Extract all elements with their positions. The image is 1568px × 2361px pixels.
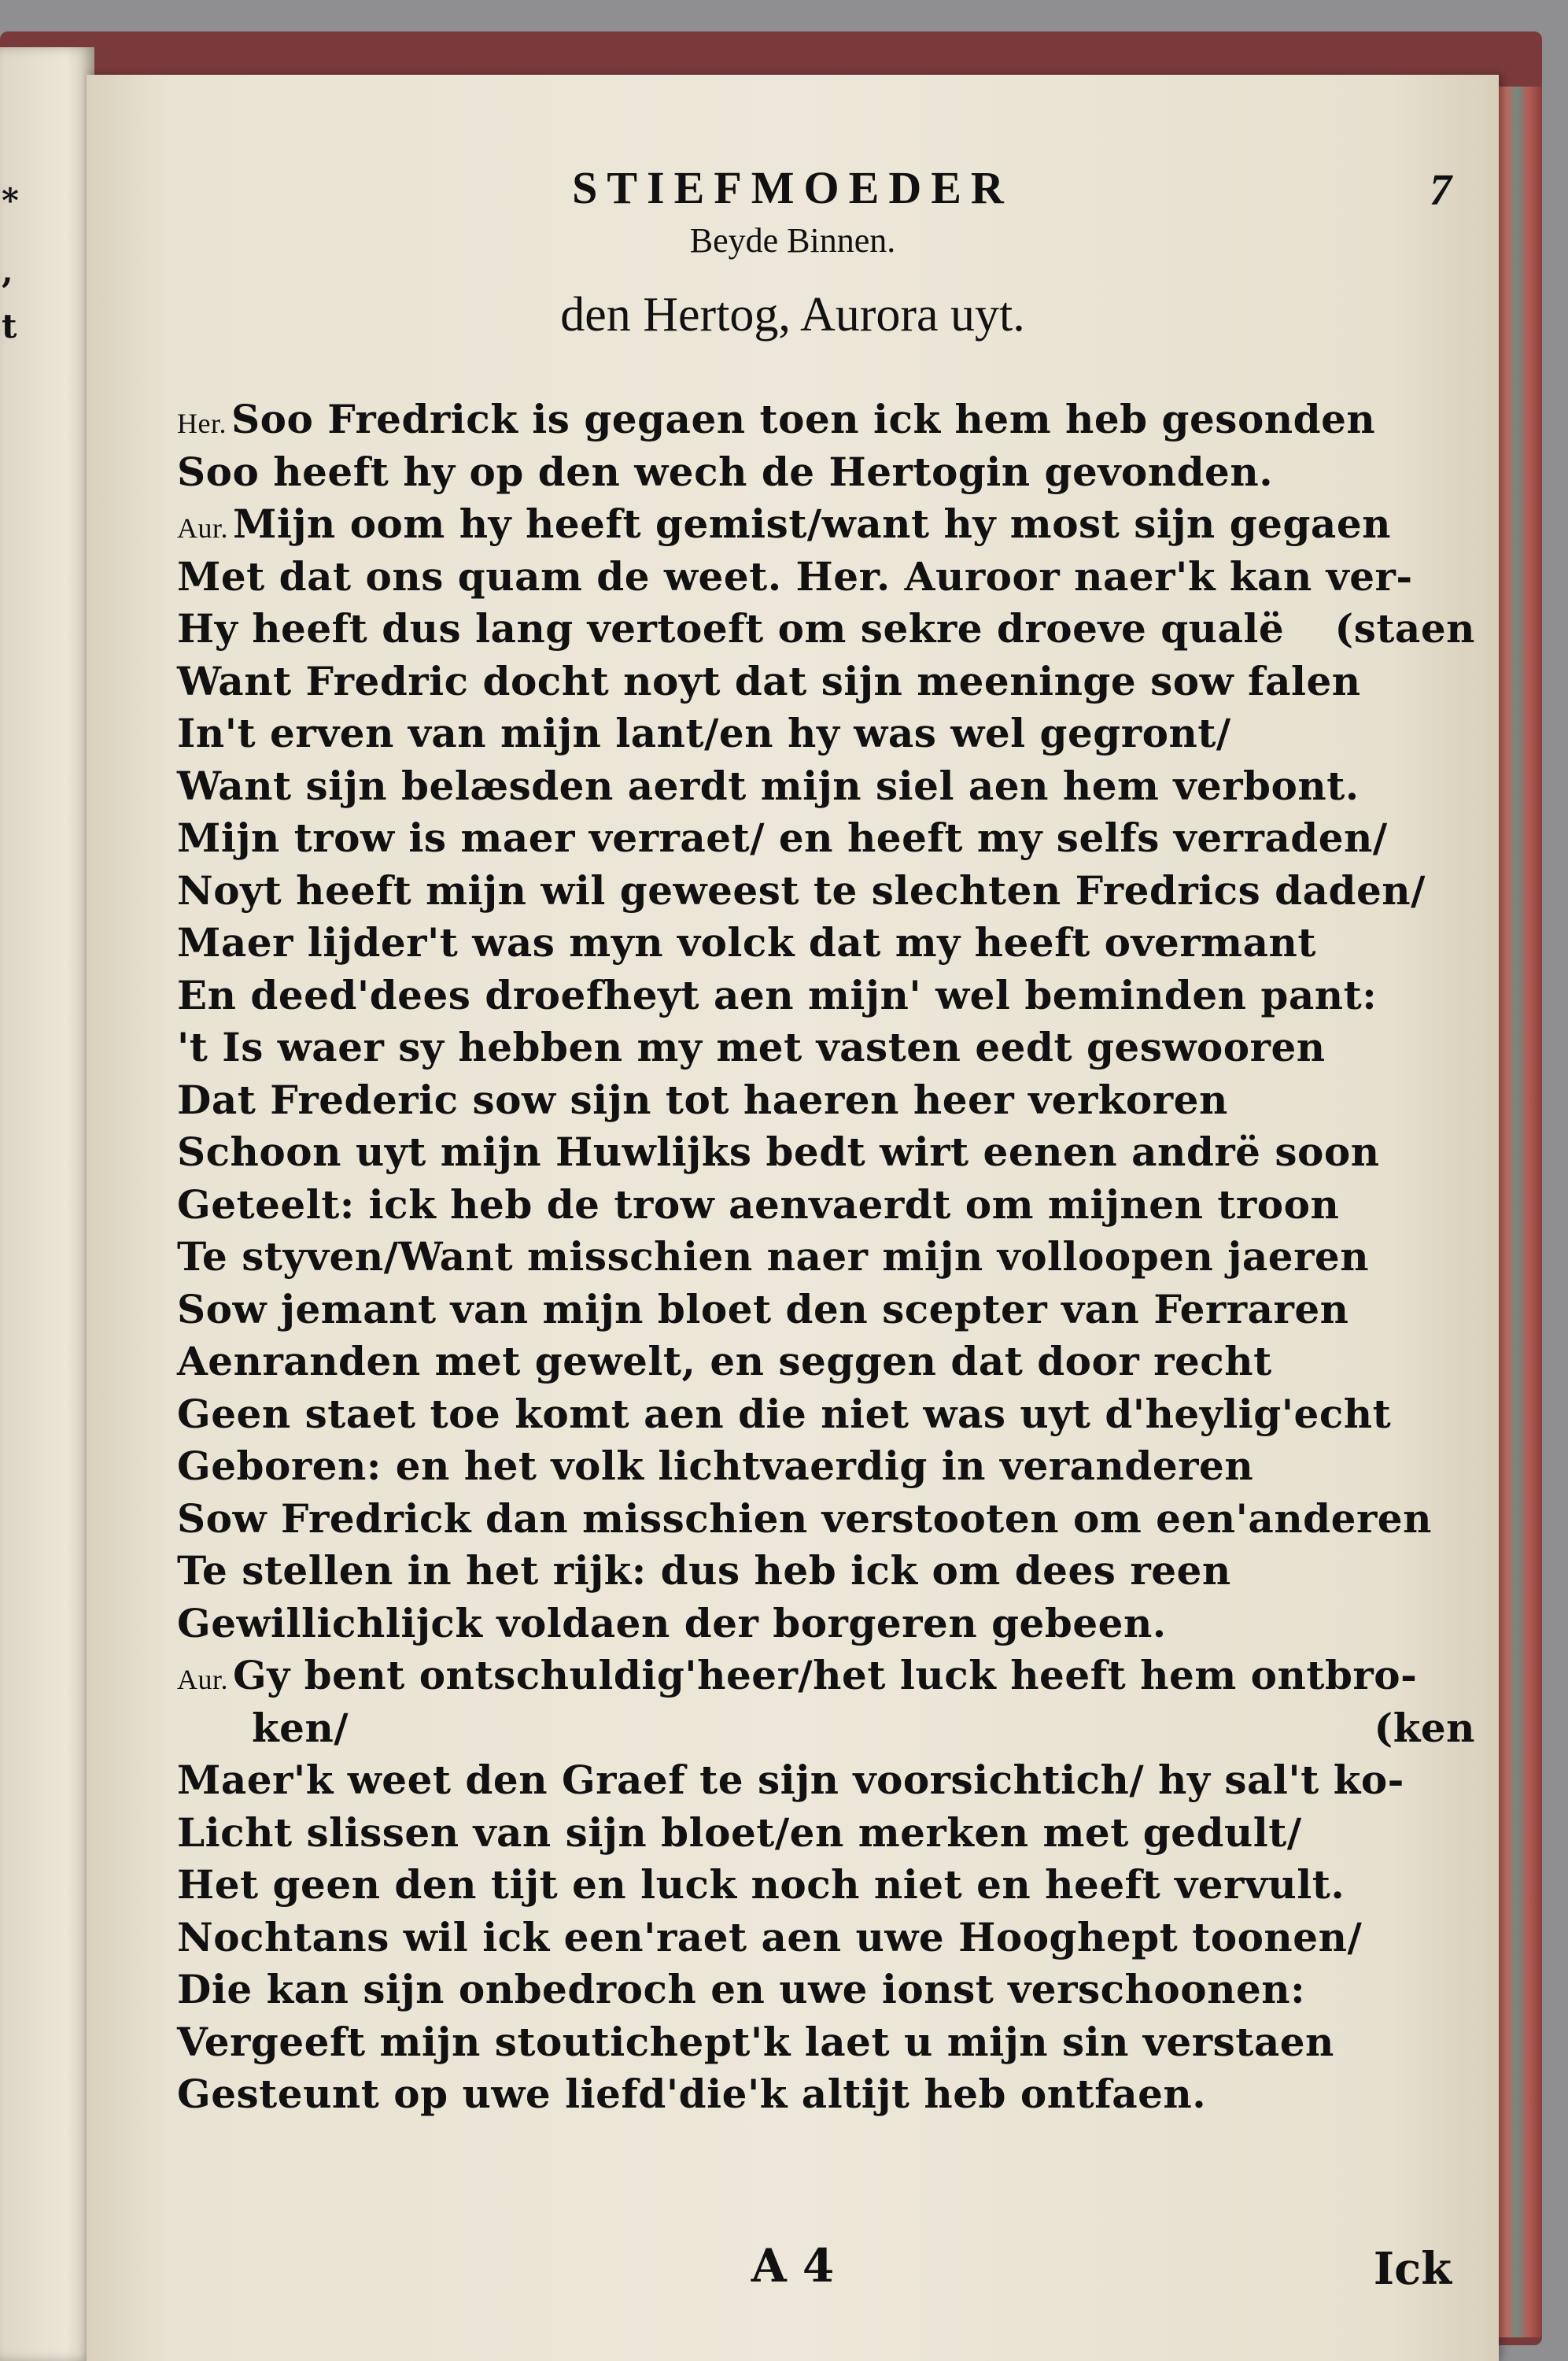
verse-line-text: Gesteunt op uwe liefd'die'k altijt heb ontfaen.	[177, 2071, 1207, 2117]
verse-line	[177, 656, 1483, 708]
verse-line	[177, 1598, 1483, 1650]
verse-line	[177, 1702, 1483, 1755]
verse-line-overflow: (ken	[1374, 1704, 1475, 1751]
verse-line-text: Want sijn belæsden aerdt mijn siel aen hem verbont.	[177, 762, 1360, 809]
left-page-fragment: ,	[2, 252, 13, 290]
verse-line-text: Mijn oom hy heeft gemist/want hy most sijn gegaen	[233, 501, 1391, 547]
verse-line-text: In't erven van mijn lant/en hy was wel gegront/	[177, 710, 1231, 756]
verse-line-text: Soo heeft hy op den wech de Hertogin gevonden.	[177, 448, 1274, 495]
verse-line	[177, 498, 1483, 551]
running-head: STIEFMOEDER	[572, 162, 1013, 213]
verse-line	[177, 1284, 1483, 1336]
verse-line	[177, 1336, 1483, 1388]
verse-line-text: ken/	[252, 1704, 349, 1751]
verse-line-text: Aenranden met gewelt, en seggen dat door recht	[177, 1338, 1272, 1384]
verse-line	[177, 1388, 1483, 1441]
verse-line	[177, 1126, 1483, 1179]
verse-line-text: Hy heeft dus lang vertoeft om sekre droeve qualë	[177, 605, 1285, 652]
signature-mark: A 4	[751, 2239, 835, 2293]
verse-line-text: Licht slissen van sijn bloet/en merken met gedult/	[177, 1809, 1302, 1856]
speaker-label: Aur.	[177, 512, 228, 544]
verse-line	[177, 1493, 1483, 1546]
speaker-label: Her.	[177, 408, 227, 439]
verse-line	[177, 1859, 1483, 1912]
verse-line-text: Vergeeft mijn stoutichept'k laet u mijn sin verstaen	[177, 2018, 1334, 2065]
verse-line	[177, 812, 1483, 865]
verse-line	[177, 1912, 1483, 1964]
verse-line-text: 't Is waer sy hebben my met vasten eedt geswooren	[177, 1024, 1326, 1070]
verse-line	[177, 1545, 1483, 1598]
verse-line	[177, 446, 1483, 499]
verse-line	[177, 2016, 1483, 2069]
verse-line-text: Het geen den tijt en luck noch niet en heeft vervult.	[177, 1861, 1345, 1908]
verse-line-text: Met dat ons quam de weet. Her. Auroor naer'k kan ver-	[177, 552, 1413, 600]
verse-line-text: Maer'k weet den Graef te sijn voorsichtich/ hy sal't ko-	[177, 1757, 1404, 1803]
stage-direction-entrance: den Hertog, Aurora uyt.	[560, 288, 1025, 342]
verse-line-text: Soo Fredrick is gegaen toen ick hem heb gesonden	[231, 396, 1376, 442]
left-page-fragment: *	[2, 181, 19, 220]
verse-line	[177, 2068, 1483, 2121]
verse-line	[177, 1074, 1483, 1127]
left-page-edge	[0, 47, 94, 2361]
verse-line-overflow: (staen	[1334, 605, 1475, 652]
stage-direction: Beyde Binnen.	[689, 221, 896, 260]
verse-line	[177, 708, 1483, 760]
page-number: 7	[1430, 166, 1452, 215]
verse-line-text: Gy bent ontschuldig'heer/het luck heeft hem ontbro-	[233, 1652, 1418, 1698]
verse-line	[177, 551, 1483, 604]
verse-line	[177, 603, 1483, 656]
verse-line	[177, 394, 1483, 446]
verse-line	[177, 1179, 1483, 1232]
verse-line	[177, 1022, 1483, 1074]
verse-line	[177, 1231, 1483, 1284]
verse-line-text: Dat Frederic sow sijn tot haeren heer verkoren	[177, 1076, 1228, 1123]
verse-line-text: En deed'dees droefheyt aen mijn' wel beminden pant:	[177, 971, 1378, 1018]
verse-line-text: Geteelt: ick heb de trow aenvaerdt om mijnen troon	[177, 1180, 1340, 1228]
book-page	[87, 75, 1499, 2361]
verse-line-text: Nochtans wil ick een'raet aen uwe Hooghept toonen/	[177, 1913, 1363, 1960]
verse-line	[177, 1650, 1483, 1702]
verse-line	[177, 865, 1483, 918]
verse-line	[177, 1754, 1483, 1807]
left-page-fragment: t	[2, 307, 17, 345]
verse-line-text: Sow Fredrick dan misschien verstooten om een'anderen	[177, 1495, 1432, 1542]
verse-line	[177, 1807, 1483, 1860]
catchword: Ick	[1373, 2243, 1452, 2295]
verse-line	[177, 970, 1483, 1022]
verse-line	[177, 760, 1483, 813]
verse-line-text: Want Fredric docht noyt dat sijn meeninge sow falen	[177, 657, 1361, 704]
verse-line-text: Geboren: en het volk lichtvaerdig in veranderen	[177, 1443, 1254, 1489]
verse-line	[177, 917, 1483, 970]
verse-line-text: Gewillichlijck voldaen der borgeren gebeen.	[177, 1599, 1167, 1646]
verse-line-text: Te stellen in het rijk: dus heb ick om dees reen	[177, 1547, 1231, 1594]
verse-line-text: Geen staet toe komt aen die niet was uyt d'heylig'echt	[177, 1390, 1392, 1437]
verse-line	[177, 1964, 1483, 2016]
verse-line-text: Die kan sijn onbedroch en uwe ionst verschoonen:	[177, 1966, 1306, 2012]
verse-line-text: Noyt heeft mijn wil geweest te slechten Fredrics daden/	[177, 866, 1426, 914]
verse-line	[177, 1440, 1483, 1493]
verse-line-text: Te styven/Want misschien naer mijn volloopen jaeren	[177, 1233, 1370, 1280]
verse-line-text: Sow jemant van mijn bloet den scepter van Ferraren	[177, 1285, 1349, 1332]
verse-line-text: Mijn trow is maer verraet/ en heeft my selfs verraden/	[177, 815, 1388, 861]
verse-line-text: Schoon uyt mijn Huwlijks bedt wirt eenen andrë soon	[177, 1129, 1380, 1175]
verse-line-text: Maer lijder't was myn volck dat my heeft overmant	[177, 919, 1316, 966]
speaker-label: Aur.	[177, 1664, 228, 1695]
verse-text	[177, 394, 1483, 2121]
